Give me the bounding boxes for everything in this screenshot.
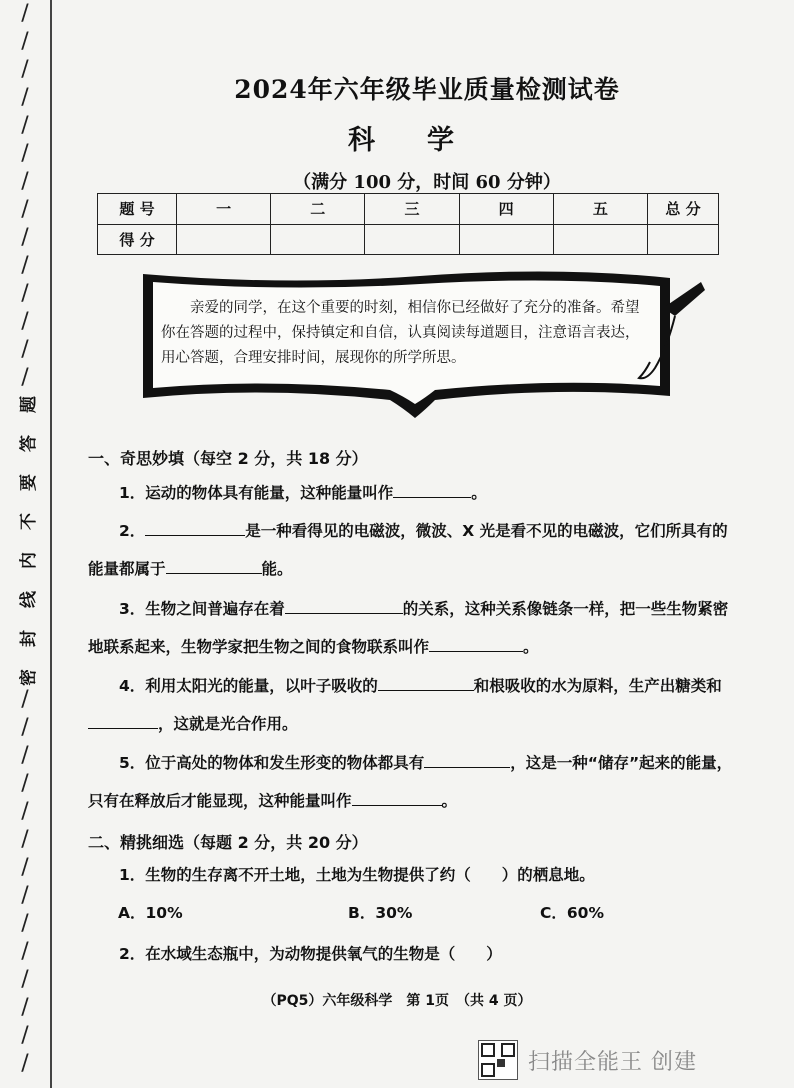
score-table-header-row	[98, 194, 719, 225]
question-text: 能。	[261, 560, 293, 578]
score-input-cell[interactable]	[553, 224, 647, 255]
question-text: 1．运动的物体具有能量，这种能量叫作	[119, 484, 394, 502]
question-text: 。	[523, 638, 539, 656]
question-1-4	[88, 667, 736, 743]
question-text: 4．利用太阳光的能量，以叶子吸收的	[119, 677, 378, 695]
question-1-3	[88, 590, 736, 666]
question-text: ，这就是光合作用。	[158, 715, 298, 733]
choice-c[interactable]: C．60%	[540, 904, 604, 922]
binding-slashes-top: / / / / / / / / / / / / / /	[21, 1, 29, 390]
binding-char: 密	[18, 669, 39, 686]
binding-char: 内	[18, 552, 39, 569]
answer-blank[interactable]	[393, 479, 471, 498]
question-2-1: 1．生物的生存离不开土地，土地为生物提供了约（ ）的栖息地。	[119, 866, 595, 884]
page-footer: （PQ5）六年级科学 第 1页 （共 4 页）	[262, 993, 532, 1009]
question-text: ，这是一种“储存”起来的能量，只有在释放后才能显现，这种能量叫作	[88, 754, 733, 810]
section-2-title: 二、精挑细选（每题 2 分，共 20 分）	[88, 833, 368, 852]
exam-meta: （满分 100 分，时间 60 分钟）	[293, 172, 561, 193]
question-text: 是一种看得见的电磁波，微波、X 光是看不见的电磁波，它们所具有的能量都属于	[88, 522, 728, 578]
score-table-cell: 题 号	[98, 194, 177, 225]
banner-text: 亲爱的同学，在这个重要的时刻，相信你已经做好了充分的准备。希望你在答题的过程中，保持镇定和自信，认真阅读每道题目，注意语言表达，用心答题，合理安排时间，展现你的所学所思。	[161, 300, 640, 366]
question-text: 和根吸收的水为原料，生产出糖类和	[473, 677, 722, 695]
question-2-2: 2．在水域生态瓶中，为动物提供氧气的生物是（ ）	[119, 945, 502, 963]
choice-b[interactable]: B．30%	[348, 904, 413, 922]
answer-blank[interactable]	[285, 595, 403, 614]
answer-blank[interactable]	[429, 633, 523, 652]
question-text: 。	[471, 484, 487, 502]
score-input-cell[interactable]	[648, 224, 719, 255]
question-text: 2．	[119, 522, 146, 540]
binding-char: 不	[18, 513, 39, 530]
binding-char: 封	[18, 630, 39, 647]
scanner-label: 扫描全能王 创建	[528, 1049, 697, 1075]
score-input-cell[interactable]	[365, 224, 459, 255]
score-table-cell: 四	[459, 194, 553, 225]
score-table-cell: 总 分	[648, 194, 719, 225]
section-1-title: 一、奇思妙填（每空 2 分，共 18 分）	[88, 449, 368, 468]
score-table-cell: 得 分	[98, 224, 177, 255]
binding-char: 线	[18, 591, 39, 608]
question-text: 。	[441, 792, 458, 810]
exam-title: 2024年六年级毕业质量检测试卷	[234, 75, 620, 104]
binding-notice	[14, 392, 38, 690]
question-text: 的关系，这种关系像链条一样，把一些生物紧密地联系起来，生物学家把生物之间的食物联系叫作	[88, 600, 729, 656]
score-table-cell: 一	[177, 194, 271, 225]
score-input-cell[interactable]	[177, 224, 271, 255]
binding-char: 要	[18, 474, 39, 491]
score-table	[97, 193, 719, 255]
binding-slashes-bottom: / / / / / / / / / / / / / /	[21, 687, 29, 1076]
answer-blank[interactable]	[352, 787, 442, 806]
score-table-cell: 二	[271, 194, 365, 225]
binding-char: 题	[18, 396, 39, 413]
question-1-5	[88, 744, 736, 820]
score-table-score-row	[98, 224, 719, 255]
answer-blank[interactable]	[378, 672, 474, 691]
score-table-cell: 五	[553, 194, 647, 225]
choice-a[interactable]: A．10%	[118, 904, 183, 922]
answer-blank[interactable]	[145, 517, 245, 536]
scanner-watermark	[478, 1040, 697, 1080]
binding-margin	[0, 0, 52, 1088]
score-input-cell[interactable]	[459, 224, 553, 255]
encouragement-banner	[135, 268, 705, 418]
score-table-cell: 三	[365, 194, 459, 225]
question-1-1	[88, 474, 736, 512]
answer-blank[interactable]	[88, 710, 158, 729]
score-input-cell[interactable]	[271, 224, 365, 255]
answer-blank[interactable]	[424, 749, 510, 768]
question-text: 3．生物之间普遍存在着	[119, 600, 285, 618]
answer-blank[interactable]	[166, 555, 262, 574]
question-text: 5．位于高处的物体和发生形变的物体都具有	[119, 754, 425, 772]
qr-code-icon	[478, 1040, 518, 1080]
exam-subject: 科学	[348, 125, 506, 156]
binding-char: 答	[18, 435, 39, 452]
question-1-2	[88, 512, 736, 588]
